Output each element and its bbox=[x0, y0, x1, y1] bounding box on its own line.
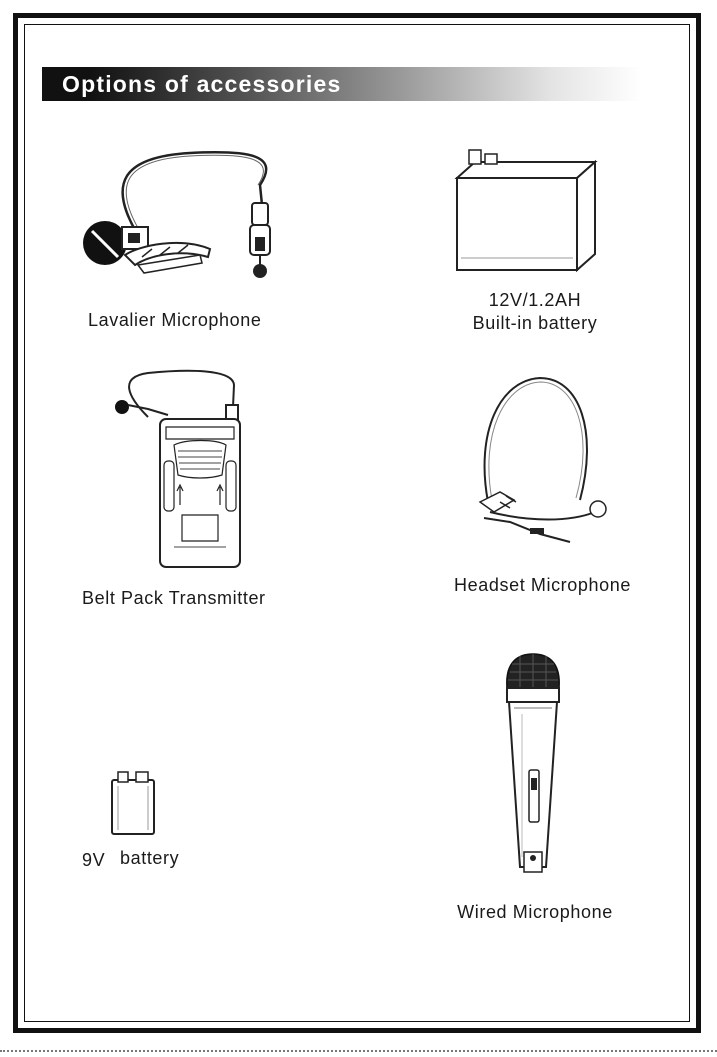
page-bottom-dotted-line bbox=[0, 1050, 717, 1052]
9v-battery-label: battery bbox=[120, 848, 180, 868]
lavalier-microphone-label: Lavalier Microphone bbox=[88, 310, 262, 330]
headset-microphone-label: Headset Microphone bbox=[454, 575, 631, 595]
builtin-battery-label: Built-in battery bbox=[472, 313, 598, 333]
belt-pack-transmitter-illustration bbox=[108, 367, 258, 567]
builtin-battery-spec-label: 12V/1.2AH bbox=[488, 290, 582, 310]
9v-battery-voltage-label: 9V bbox=[82, 850, 106, 870]
wired-microphone-label: Wired Microphone bbox=[457, 902, 613, 922]
builtin-battery-illustration bbox=[455, 148, 595, 278]
belt-pack-transmitter-label: Belt Pack Transmitter bbox=[82, 588, 266, 608]
headset-microphone-illustration bbox=[470, 372, 610, 547]
page-title: Options of accessories bbox=[62, 71, 342, 97]
wired-microphone-illustration bbox=[502, 652, 564, 877]
9v-battery-illustration bbox=[110, 770, 158, 836]
lavalier-microphone-illustration bbox=[80, 145, 290, 285]
section-header-banner bbox=[42, 67, 642, 101]
